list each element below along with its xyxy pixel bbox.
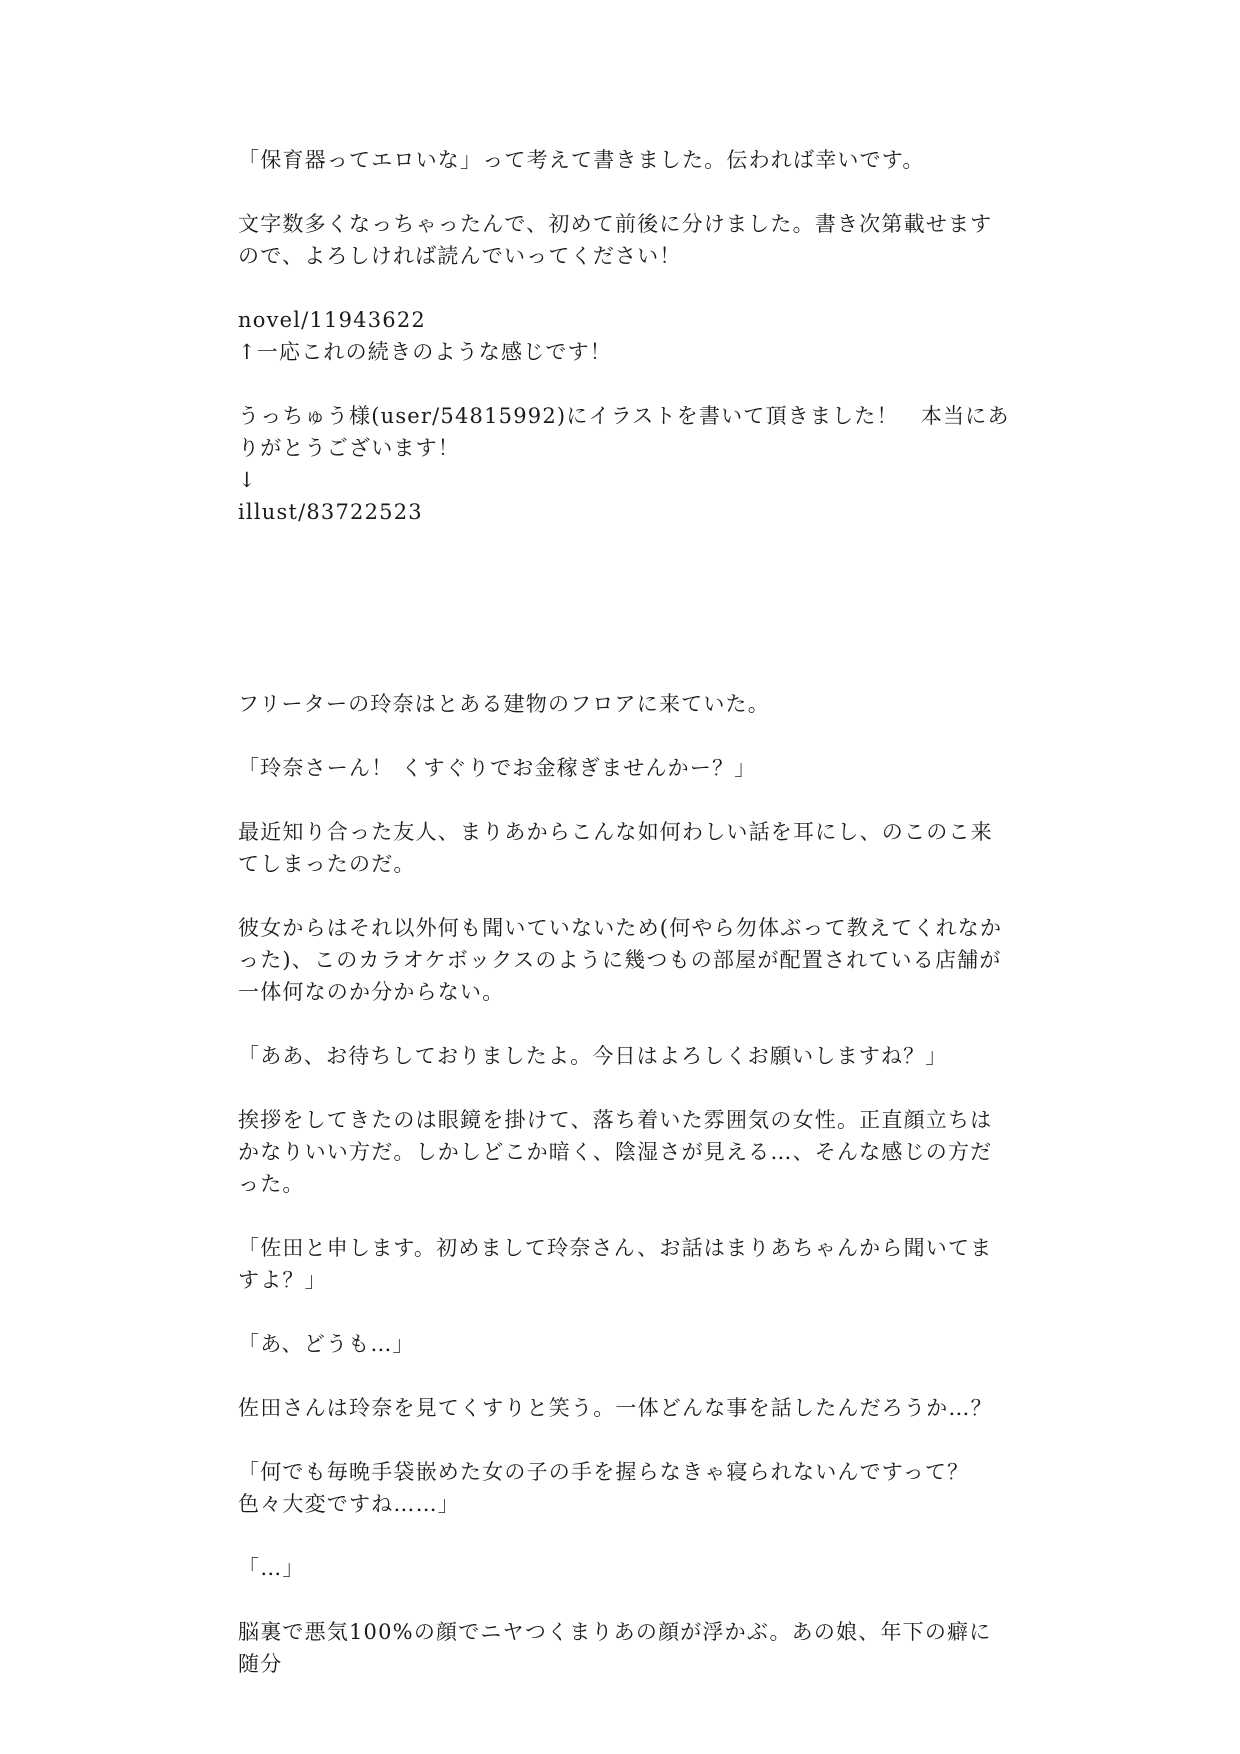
story-dialogue: 「玲奈さーん！ くすぐりでお金稼ぎませんかー？」 xyxy=(238,756,757,780)
story-paragraph: 佐田さんは玲奈を見てくすりと笑う。一体どんな事を話したんだろうか…？ xyxy=(238,1396,993,1420)
story-dialogue: 「…」 xyxy=(238,1556,305,1580)
section-spacer xyxy=(238,560,1013,688)
story-paragraph: 挨拶をしてきたのは眼鏡を掛けて、落ち着いた雰囲気の女性。正直顔立ちはかなりいい方だ。しかしどこか暗く、陰湿さが見える…、そんな感じの方だった。 xyxy=(238,1108,993,1196)
story-dialogue: 「佐田と申します。初めまして玲奈さん、お話はまりあちゃんから聞いてますよ？」 xyxy=(238,1236,993,1292)
story-dialogue: 「ああ、お待ちしておりましたよ。今日はよろしくお願いしますね？」 xyxy=(238,1044,948,1068)
continuation-note: ↑一応これの続きのような感じです！ xyxy=(238,340,612,364)
story-paragraph: 脳裏で悪気100%の顔でニヤつくまりあの顔が浮かぶ。あの娘、年下の癖に随分 xyxy=(238,1620,992,1676)
novel-link[interactable]: novel/11943622 xyxy=(238,308,426,332)
document-body xyxy=(238,144,1013,1680)
illust-link[interactable]: illust/83722523 xyxy=(238,500,423,524)
intro-note: 文字数多くなっちゃったんで、初めて前後に分けました。書き次第載せますので、よろしければ読んでいってください！ xyxy=(238,212,993,268)
story-dialogue: 「何でも毎晩手袋嵌めた女の子の手を握らなきゃ寝られないんですって？ 色々大変ですね……」 xyxy=(238,1460,978,1516)
down-arrow: ↓ xyxy=(238,468,257,492)
story-paragraph: フリーターの玲奈はとある建物のフロアに来ていた。 xyxy=(238,692,770,716)
story-paragraph: 彼女からはそれ以外何も聞いていないため(何やら勿体ぶって教えてくれなかった)、このカラオケボックスのように幾つもの部屋が配置されている店舗が一体何なのか分からない。 xyxy=(238,916,1003,1004)
intro-line: 「保育器ってエロいな」って考えて書きました。伝われば幸いです。 xyxy=(238,148,925,172)
illustration-thanks: うっちゅう様(user/54815992)にイラストを書いて頂きました！ 本当にありがとうございます！ xyxy=(238,404,1010,460)
story-paragraph: 最近知り合った友人、まりあからこんな如何わしい話を耳にし、のこのこ来てしまったのだ。 xyxy=(238,820,993,876)
story-dialogue: 「あ、どうも…」 xyxy=(238,1332,415,1356)
